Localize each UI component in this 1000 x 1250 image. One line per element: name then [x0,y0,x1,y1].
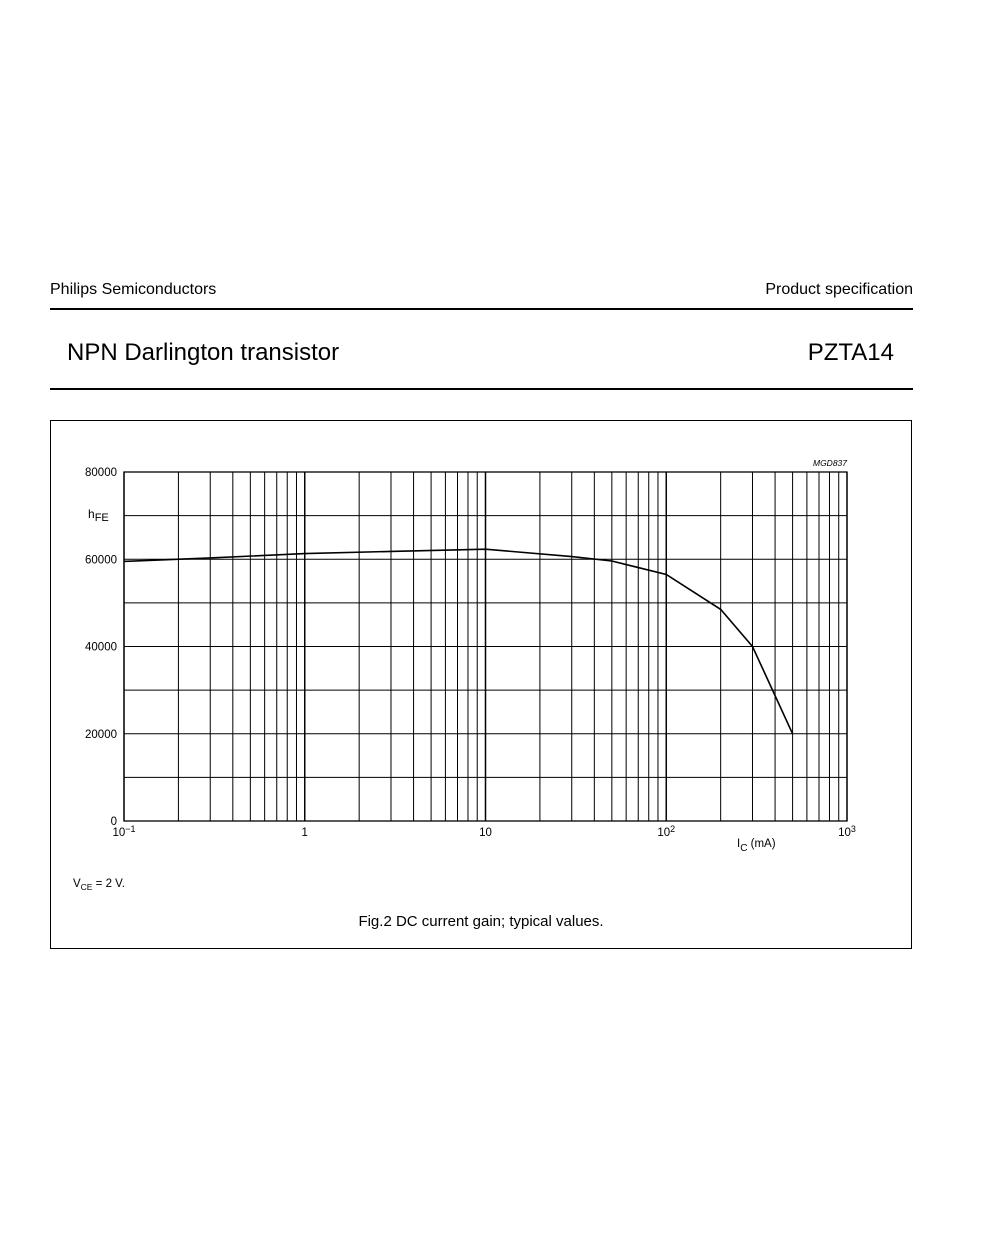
x-tick-label: 10 [479,827,492,839]
document-type: Product specification [765,281,913,298]
series-line [124,549,793,734]
company-name: Philips Semiconductors [50,281,217,298]
header-rule-bottom [50,388,913,390]
figure-code: MGD837 [812,458,847,468]
x-tick-label: 1 [301,827,308,839]
y-axis-label: hFE [88,507,109,524]
x-axis-label: IC (mA) [737,838,776,854]
part-number: PZTA14 [807,339,894,366]
chart [51,421,913,950]
figure-caption: Fig.2 DC current gain; typical values. [358,913,604,930]
y-tick-label: 60000 [85,554,117,567]
test-condition: $V_{CE} = 2$ V. [73,878,125,892]
y-tick-label: 40000 [85,641,117,654]
x-tick-label: $10^2$ [657,824,676,839]
y-tick-label: 0 [110,816,117,828]
header-rule-top [50,308,913,310]
y-tick-label: 20000 [85,728,117,741]
x-tick-labels [112,824,855,839]
x-tick-label: $10^{-1}$ [112,824,136,839]
y-tick-label: 80000 [85,467,117,479]
x-tick-label: $10^3$ [838,824,856,839]
product-title: NPN Darlington transistor [67,339,340,366]
figure-box [50,420,912,949]
